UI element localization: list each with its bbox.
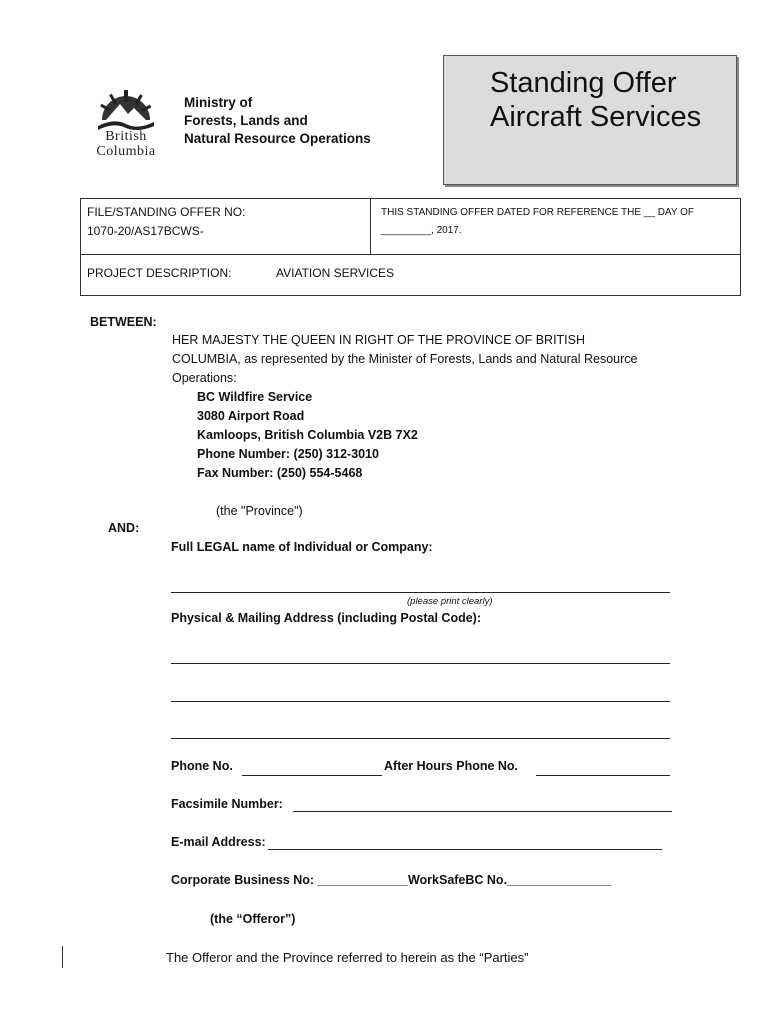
parties-statement: The Offeror and the Province referred to herein as the “Parties” [166, 950, 529, 965]
corporate-business-label: Corporate Business No: [171, 873, 315, 887]
ministry-line-2: Forests, Lands and [184, 113, 308, 128]
logo-text-columbia: Columbia [96, 144, 156, 159]
project-description-label: PROJECT DESCRIPTION: [87, 266, 232, 280]
address-field-line-3[interactable] [171, 738, 670, 739]
revision-bar [62, 946, 63, 968]
table-divider-horizontal [81, 254, 740, 255]
bc-logo [84, 86, 168, 160]
project-description-value: AVIATION SERVICES [276, 266, 395, 280]
ministry-line-1: Ministry of [184, 95, 253, 110]
and-label: AND: [108, 521, 140, 535]
corporate-business-row [171, 873, 611, 887]
phone-label: Phone No. [171, 759, 233, 773]
worksafebc-field[interactable]: _______________ [507, 873, 612, 887]
phone-field[interactable] [242, 775, 382, 776]
dated-reference-line-2: _________, 2017. [381, 225, 462, 236]
file-number-label: FILE/STANDING OFFER NO: [87, 205, 246, 219]
offeror-alias [210, 910, 295, 929]
address-line-street: 3080 Airport Road [197, 409, 305, 423]
facsimile-label: Facsimile Number: [171, 797, 283, 811]
ministry-name [184, 94, 371, 148]
legal-name-field[interactable] [171, 592, 670, 593]
file-number-value: 1070-20/AS17BCWS- [87, 224, 204, 238]
address-line-city: Kamloops, British Columbia V2B 7X2 [197, 428, 418, 442]
title-line-1: Standing Offer [490, 67, 677, 99]
title-line-2: Aircraft Services [490, 101, 702, 133]
province-fax: Fax Number: (250) 554-5468 [197, 466, 363, 480]
table-divider-vertical [370, 199, 371, 254]
province-party-line-2: COLUMBIA, as represented by the Minister of Forests, Lands and Natural Resource [172, 352, 638, 366]
address-field-line-1[interactable] [171, 663, 670, 664]
print-clearly-note: (please print clearly) [407, 596, 493, 607]
offeror-alias-text: (the “Offeror”) [210, 912, 296, 926]
after-hours-phone-field[interactable] [536, 775, 670, 776]
province-party-line-1: HER MAJESTY THE QUEEN IN RIGHT OF THE PROVINCE OF BRITISH [172, 333, 586, 347]
offer-info-table [80, 198, 741, 296]
address-label: Physical & Mailing Address (including Postal Code): [171, 611, 481, 625]
logo-text-british: British [105, 129, 147, 144]
province-phone: Phone Number: (250) 312-3010 [197, 447, 380, 461]
province-party-line-3: Operations: [172, 371, 237, 385]
legal-name-label: Full LEGAL name of Individual or Company: [171, 540, 433, 554]
ministry-line-3: Natural Resource Operations [184, 131, 371, 146]
address-field-line-2[interactable] [171, 701, 670, 702]
email-label: E-mail Address: [171, 835, 266, 849]
address-line-org: BC Wildfire Service [197, 390, 313, 404]
facsimile-field[interactable] [293, 811, 672, 812]
dated-reference-line-1: THIS STANDING OFFER DATED FOR REFERENCE THE __ DAY OF [381, 207, 694, 218]
sun-mountain-icon [94, 86, 158, 130]
title-box [443, 55, 737, 185]
corporate-business-field[interactable]: _____________ [317, 873, 408, 887]
worksafebc-label: WorkSafeBC No. [407, 873, 508, 887]
after-hours-phone-label: After Hours Phone No. [384, 759, 519, 773]
email-field[interactable] [268, 849, 662, 850]
between-label: BETWEEN: [90, 315, 157, 329]
province-alias: (the "Province") [216, 504, 303, 518]
